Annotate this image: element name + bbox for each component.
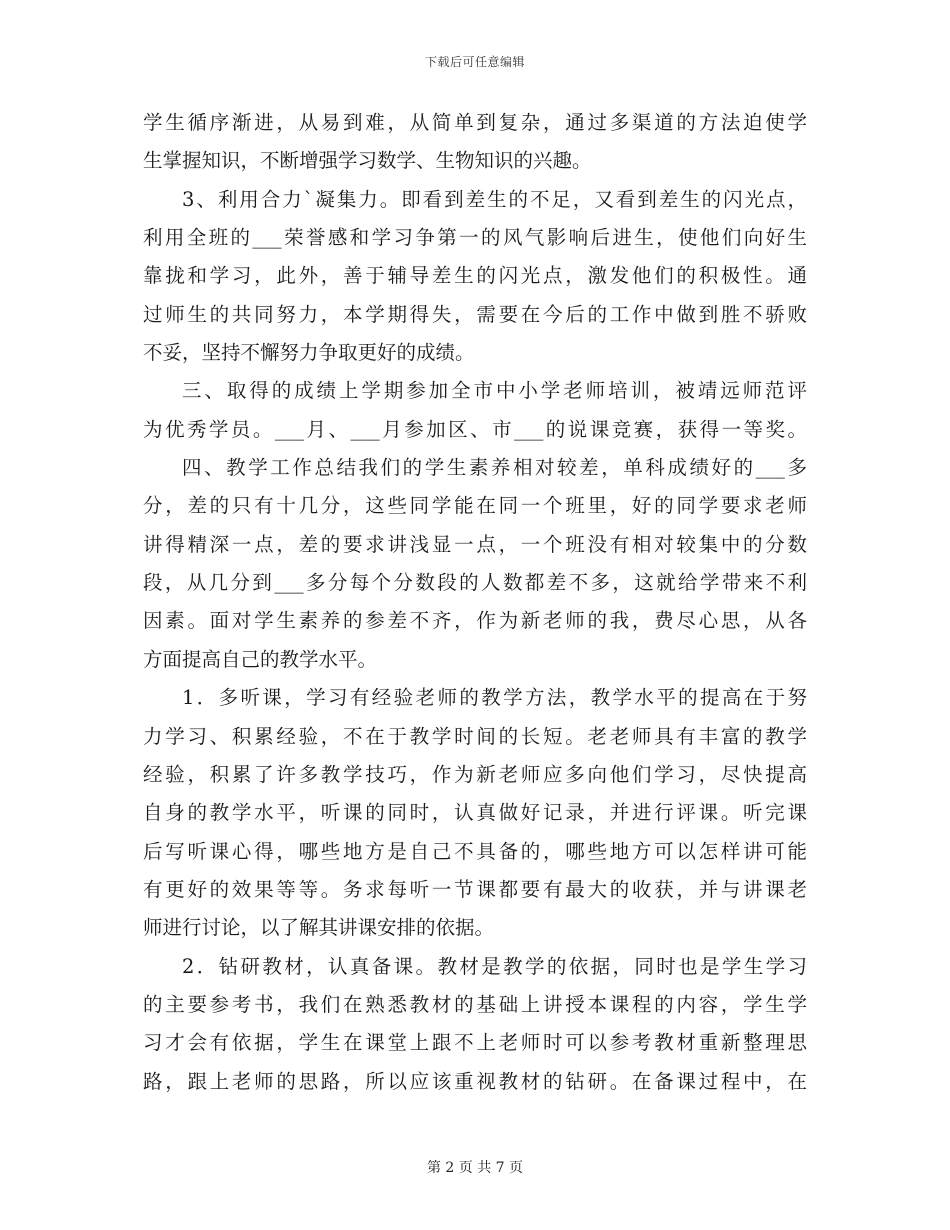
body-line: 方面提高自己的教学水平。	[143, 647, 378, 671]
body-line: 路，跟上老师的思路，所以应该重视教材的钻研。在备课过程中，在	[143, 1069, 807, 1093]
body-line: 为优秀学员。___月、___月参加区、市___的说课竞赛，获得一等奖。	[143, 417, 807, 441]
body-line: 师进行讨论，以了解其讲课安排的依据。	[143, 916, 495, 940]
body-line: 讲得精深一点，差的要求讲浅显一点，一个班没有相对较集中的分数	[143, 532, 807, 556]
body-line: 的主要参考书，我们在熟悉教材的基础上讲授本课程的内容，学生学	[143, 992, 807, 1016]
body-line: 自身的教学水平，听课的同时，认真做好记录，并进行评课。听完课	[143, 801, 807, 825]
body-line: 利用全班的___荣誉感和学习争第一的风气影响后进生，使他们向好生	[143, 226, 807, 250]
body-line: 力学习、积累经验，不在于教学时间的长短。老老师具有丰富的教学	[143, 724, 807, 748]
body-line: 三、取得的成绩上学期参加全市中小学老师培训，被靖远师范评	[182, 379, 807, 403]
body-line: 过师生的共同努力，本学期得失，需要在今后的工作中做到胜不骄败	[143, 302, 807, 326]
body-line: 不妥，坚持不懈努力争取更好的成绩。	[143, 341, 475, 365]
body-line: 1．多听课，学习有经验老师的教学方法，教学水平的提高在于努	[182, 686, 807, 710]
body-line: 生掌握知识，不断增强学习数学、生物知识的兴趣。	[143, 149, 592, 173]
body-line: 学生循序渐进，从易到难，从简单到复杂，通过多渠道的方法迫使学	[143, 111, 807, 134]
body-line: 2．钻研教材，认真备课。教材是教学的依据，同时也是学生学习	[182, 954, 807, 978]
body-line: 四、教学工作总结我们的学生素养相对较差，单科成绩好的___多	[182, 456, 807, 480]
page-number: 第 2 页 共 7 页	[426, 1160, 524, 1176]
body-line: 有更好的效果等等。务求每听一节课都要有最大的收获，并与讲课老	[143, 877, 807, 901]
body-line: 后写听课心得，哪些地方是自己不具备的，哪些地方可以怎样讲可能	[143, 839, 807, 863]
body-line: 段，从几分到___多分每个分数段的人数都差不多，这就给学带来不利	[143, 571, 807, 595]
body-line: 经验，积累了许多教学技巧，作为新老师应多向他们学习，尽快提高	[143, 762, 807, 786]
body-line: 习才会有依据，学生在课堂上跟不上老师时可以参考教材重新整理思	[143, 1031, 807, 1055]
body-line: 靠拢和学习，此外，善于辅导差生的闪光点，激发他们的积极性。通	[143, 264, 807, 288]
document-body	[143, 104, 807, 1101]
body-line: 分，差的只有十几分，这些同学能在同一个班里，好的同学要求老师	[143, 494, 807, 518]
page-header: 下载后可任意编辑	[424, 55, 525, 69]
body-line: 3、利用合力`凝集力。即看到差生的不足，又看到差生的闪光点，	[182, 187, 807, 211]
body-line: 因素。面对学生素养的参差不齐，作为新老师的我，费尽心思，从各	[143, 609, 807, 633]
